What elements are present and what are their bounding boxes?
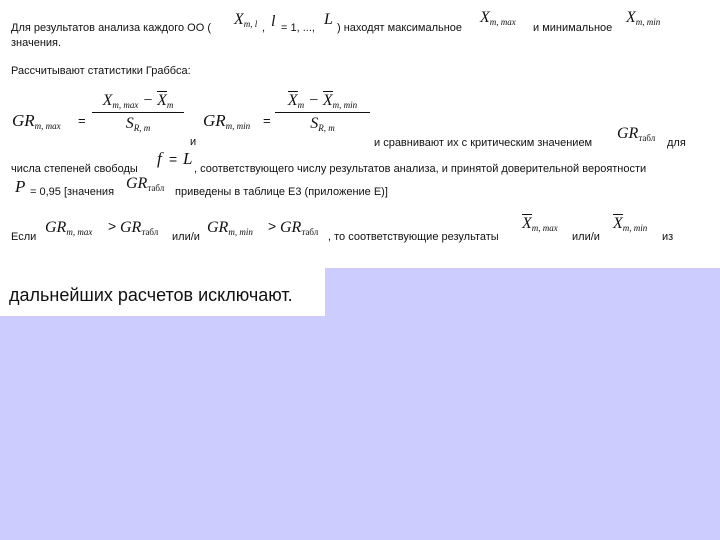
p-value: = 0,95 [значения (30, 186, 115, 198)
symbol-x-max-2: Xm, max (522, 215, 558, 233)
symbol-L: L (324, 11, 333, 28)
p2-text: Рассчитывают статистики Граббса: (11, 65, 191, 77)
p1-comma: , (262, 22, 266, 34)
p1-text-b: ) находят максимальное (337, 22, 463, 34)
equals-1: = (78, 113, 86, 128)
gr-tabl-label: $GR_{табл}$ (617, 125, 656, 143)
p3-text-c: приведены в таблице Е3 (приложение Е)] (175, 186, 388, 198)
p3-text-a: числа степеней свободы (11, 163, 138, 175)
symbol-x-min-2: Xm, min (613, 215, 648, 233)
p1-line2: значения. (11, 37, 62, 49)
and-text: и (190, 136, 197, 148)
gr-max-label: GRm, max (12, 111, 61, 131)
symbol-P: P (15, 177, 26, 196)
fraction-max-numerator: Xm, max − Xm (102, 92, 174, 110)
fraction-max (92, 92, 184, 133)
p3-text-b: , соответствующего числу результатов анализа, и принятой доверительной вероятности (194, 163, 647, 175)
gr-tabl-label-4: $GR_{табл}$ (280, 219, 319, 237)
p5-text: дальнейших расчетов исключают. (9, 285, 293, 305)
p1-text-a: Для результатов анализа каждого ОО ( (11, 22, 211, 34)
gr-tabl-label-2: $GR_{табл}$ (126, 175, 165, 193)
fraction-min-denominator: SR, m (310, 115, 335, 133)
gr-min-label: GRm, min (203, 111, 251, 131)
fraction-min (275, 92, 370, 133)
symbol-f: f (157, 149, 162, 168)
gt-1: > (108, 218, 117, 234)
symbol-x-ml: Xm, l (234, 11, 258, 29)
lavender-panel-left (0, 316, 325, 540)
lavender-panel (325, 268, 720, 540)
gr-tabl-label-3: $GR_{табл}$ (120, 219, 159, 237)
for-text: для (667, 137, 686, 149)
p4-or-1: или/и (172, 231, 200, 243)
fraction-min-numerator: Xm − Xm, min (287, 92, 358, 110)
symbol-l: l (271, 13, 276, 30)
equals-2: = (263, 113, 271, 128)
p4-or-2: или/и (572, 231, 600, 243)
symbol-L-2: L (183, 149, 193, 168)
p4-then: , то соответствующие результаты (328, 231, 499, 243)
p4-if: Если (11, 231, 37, 243)
p1-text-c: и минимальное (533, 22, 613, 34)
gr-max-label-2: GRm, max (45, 219, 93, 237)
p1-l-range: = 1, ..., (281, 22, 315, 34)
gr-min-label-2: GRm, min (207, 219, 253, 237)
fraction-max-denominator: SR, m (125, 115, 151, 133)
f-equals: = (169, 151, 178, 167)
gt-2: > (268, 218, 277, 234)
symbol-x-min: Xm, min (626, 9, 661, 27)
compare-text: и сравнивают их с критическим значением (374, 137, 593, 149)
p4-from: из (662, 231, 674, 243)
symbol-x-max: Xm, max (480, 9, 516, 27)
